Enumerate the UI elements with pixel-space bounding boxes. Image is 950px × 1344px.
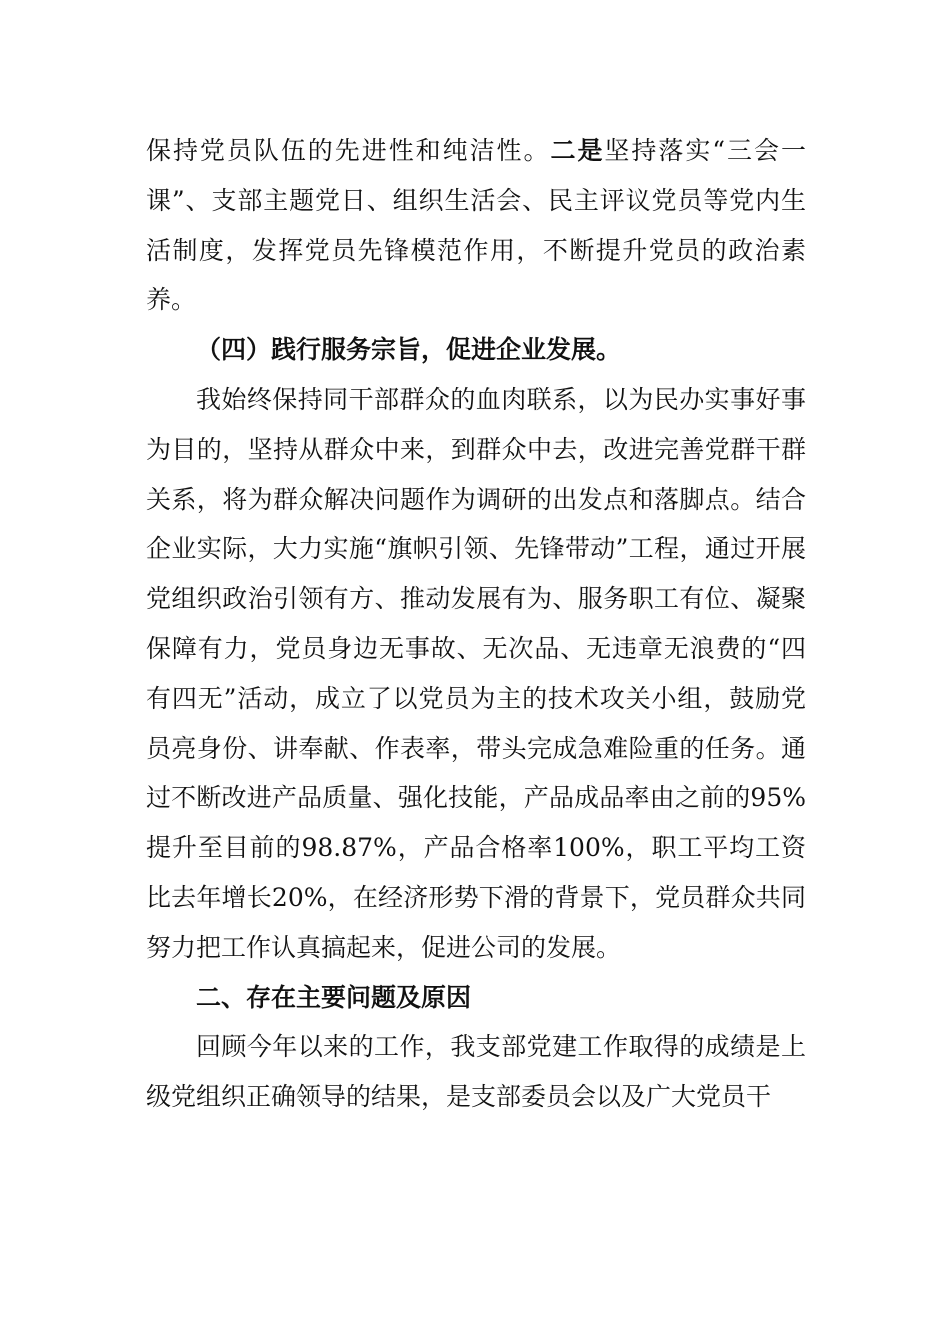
paragraph-review: 回顾今年以来的工作，我支部党建工作取得的成绩是上级党组织正确领导的结果，是支部委员会以及广大党员干 — [146, 1032, 806, 1112]
paragraph-text: 坚持落实“三会一课”、支部主题党日、组织生活会、民主评议党员等党内生活制度，发挥党员先锋模范作用，不断提升党员的政治素养。 — [146, 136, 806, 315]
paragraph-service: 我始终保持同干部群众的血肉联系，以为民办实事好事为目的，坚持从群众中来，到群众中去，改进完善党群干群关系，将为群众解决问题作为调研的出发点和落脚点。结合企业实际，大力实施“旗帜引领、先锋带动”工程，通过开展党组织政治引领有方、推动发展有为、服务职工有位、凝聚保障有力，党员身边无事故、无次品、无违章无浪费的“四有四无”活动，成立了以党员为主的技术攻关小组，鼓励党员亮身份、讲奉献、作表率，带头完成急难险重的任务。通过不断改进产品质量、强化技能，产品成品率由之前的95%提升至目前的98.87%，产品合格率100%，职工平均工资比去年增长20%，在经济形势下滑的背景下，党员群众共同努力把工作认真搞起来，促进公司的发展。 — [146, 384, 806, 962]
emphasis-second-point: 二是 — [550, 136, 605, 165]
section-heading-four: （四）践行服务宗旨，促进企业发展。 — [196, 335, 622, 365]
paragraph-text: 保持党员队伍的先进性和纯洁性。 — [146, 136, 551, 165]
document-body — [146, 126, 806, 1122]
paragraph-party-discipline — [146, 126, 806, 325]
section-heading-problems: 二、存在主要问题及原因 — [196, 982, 472, 1012]
